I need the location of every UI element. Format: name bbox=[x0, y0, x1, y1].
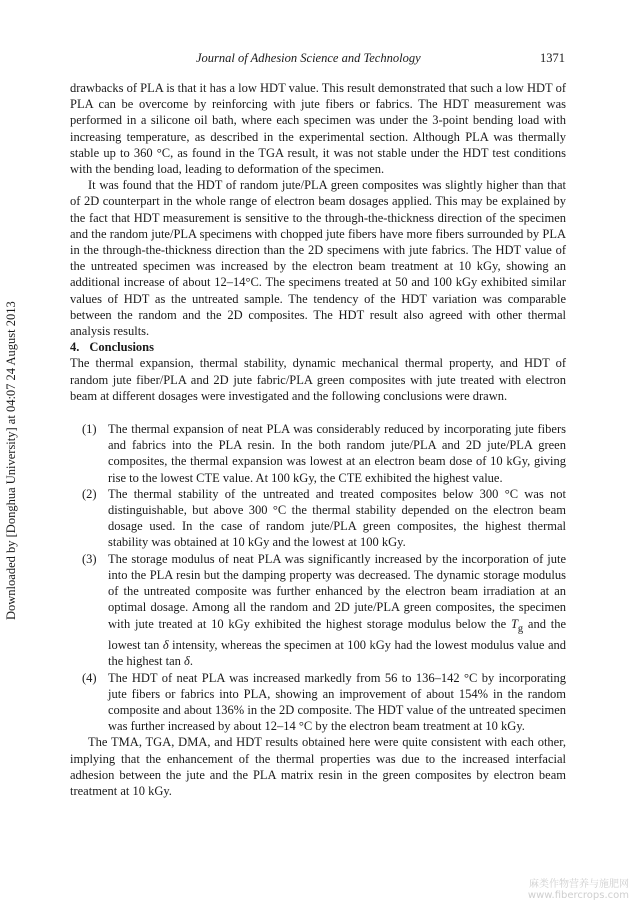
conclusions-intro: The thermal expansion, thermal stability, dynamic mechanical thermal property, and HDT of random jute fiber/PLA and 2D jute fabric/PLA green composites with jute treated with electron beam at different dosages were investigated and the following conclusions were drawn. bbox=[70, 356, 566, 403]
tg-symbol: T bbox=[510, 616, 518, 631]
article-body bbox=[70, 80, 566, 799]
watermark-url: www.fibercrops.com bbox=[527, 890, 629, 901]
section-number: 4. bbox=[70, 340, 80, 355]
list-item-text: . bbox=[189, 654, 193, 669]
section-heading bbox=[70, 339, 566, 355]
list-item bbox=[70, 551, 566, 670]
delta-symbol: δ bbox=[162, 638, 169, 653]
watermark-line: 麻类作物营养与施肥网 bbox=[529, 879, 629, 890]
body-paragraph: drawbacks of PLA is that it has a low HDT value. This result demonstrated that such a low HDT of PLA can be overcome by reinforcing with jute fibers or fabrics. The HDT measurement was performed in a silicone oil bath, where each specimen was under the 3-point bending load with increasing temperature, as described in the experimental section. Although PLA was thermally stable up to 360 °C, as found in the TGA result, it was not stable under the HDT test conditions with the bending load, leading to deformation of the specimen. bbox=[70, 81, 566, 177]
section-title: Conclusions bbox=[89, 340, 154, 355]
running-head bbox=[0, 49, 635, 67]
list-item-text: intensity, whereas the specimen at 100 kGy had the lowest modulus value and the highest tan bbox=[108, 638, 566, 669]
list-item-text: The thermal stability of the untreated and treated composites below 300 °C was not distinguishable, but above 300 °C the thermal stability depended on the electron beam dosage used. In the case of random jute/PLA green composites, the highest thermal stability was obtained at 10 kGy and the lowest at 100 kGy. bbox=[108, 486, 566, 550]
list-marker: (2) bbox=[82, 486, 97, 501]
list-item-text: and the lowest tan bbox=[108, 616, 566, 653]
list-marker: (3) bbox=[82, 551, 97, 566]
list-item-text: The HDT of neat PLA was increased markedly from 56 to 136–142 °C by incorporating jute fibers or fabrics into PLA, showing an improvement of about 154% in the random composite and about 136% in the 2D composite. The HDT value of the untreated specimen was further increased by about 12–14 °C by the electron beam treatment at 10 kGy. bbox=[108, 670, 566, 734]
list-marker: (4) bbox=[82, 670, 97, 685]
body-paragraph: It was found that the HDT of random jute/PLA green composites was slightly higher than that of 2D counterpart in the whole range of electron beam dosages applied. This may be explained by the fact that HDT measurement is sensitive to the through-the-thickness direction of the specimen and the random jute/PLA specimens with chopped jute fibers have more fibers surrounded by PLA in the through-the-thickness direction than the 2D specimens with jute fabrics. The HDT value of the untreated specimen was increased by the electron beam treatment at 10 kGy, showing an additional increase of about 12–14°C. The specimens treated at 50 and 100 kGy exhibited similar values of HDT as the untreated sample. The tendency of the HDT variation was comparable between the random and the 2D composites. The HDT result also agreed with other thermal analysis results. bbox=[70, 178, 566, 339]
conclusions-list bbox=[70, 421, 566, 734]
page-number: 1371 bbox=[540, 51, 565, 65]
download-notice: Downloaded by [Donghua University] at 04:07 24 August 2013 bbox=[4, 301, 18, 620]
watermark bbox=[528, 879, 629, 901]
list-item-text: The thermal expansion of neat PLA was considerably reduced by incorporating jute fibers and fabrics into the PLA resin. In the both random jute/PLA and 2D jute/PLA green composites, the thermal expansion was lowest at an electron beam dose of 10 kGy, giving rise to the lowest CTE value. At 100 kGy, the CTE exhibited the highest value. bbox=[108, 422, 566, 485]
delta-symbol: δ bbox=[184, 654, 190, 669]
journal-title: Journal of Adhesion Science and Technology bbox=[196, 51, 421, 65]
list-marker: (1) bbox=[82, 422, 97, 437]
list-item bbox=[70, 486, 566, 551]
list-item-text: The storage modulus of neat PLA was significantly increased by the incorporation of jute into the PLA resin but the damping property was decreased. The dynamic storage modulus of the untreated composite was further enhanced by the electron beam irradiation at an optimal dosage. Among all the random and 2D jute/PLA green composites, the specimen with jute treated at 10 kGy exhibited the highest storage modulus below the bbox=[108, 551, 566, 631]
list-item bbox=[70, 421, 566, 486]
closing-paragraph: The TMA, TGA, DMA, and HDT results obtained here were quite consistent with each other, implying that the enhancement of the thermal properties was due to the increased interfacial adhesion between the jute and the PLA matrix resin in the green composites by electron beam treatment at 10 kGy. bbox=[70, 735, 566, 799]
tg-subscript: g bbox=[517, 623, 524, 634]
list-item bbox=[70, 670, 566, 735]
